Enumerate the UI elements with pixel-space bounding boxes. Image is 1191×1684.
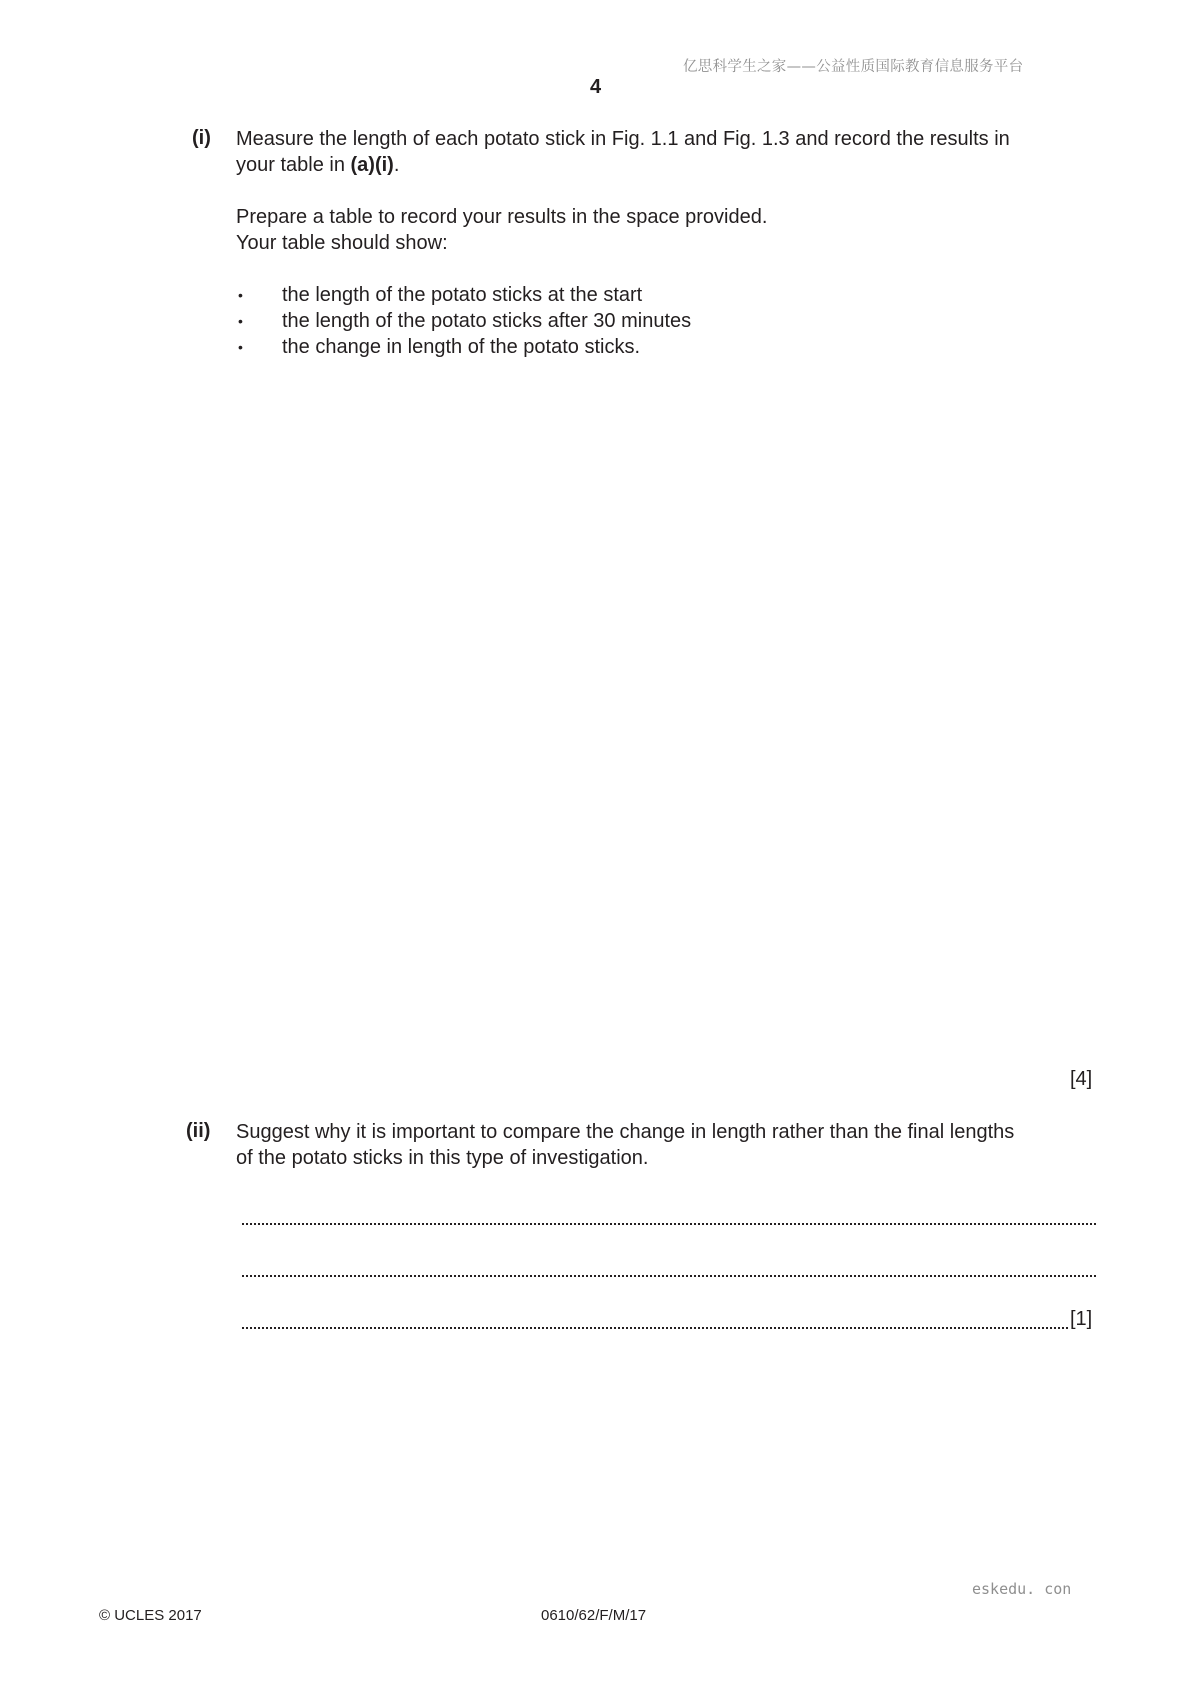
bullet-icon: • [238,313,243,329]
answer-line-3[interactable] [242,1307,1068,1329]
bullet-item-start-length: the length of the potato sticks at the start [282,284,643,306]
copyright-notice: © UCLES 2017 [99,1607,202,1624]
part-ii-marks: [1] [1070,1308,1093,1330]
part-i-marks: [4] [1070,1068,1093,1090]
part-ii-label: (ii) [186,1120,211,1142]
part-i-line2-prefix: your table in [236,154,351,176]
part-i-instruction-line1: Measure the length of each potato stick in Fig. 1.1 and Fig. 1.3 and record the results in [236,128,1010,150]
part-ii-question-line1: Suggest why it is important to compare the change in length rather than the final lengths [236,1121,1015,1143]
table-should-show: Your table should show: [236,232,448,254]
bullet-icon: • [238,339,243,355]
bullet-item-change-length: the change in length of the potato sticks. [282,336,641,358]
part-i-table-reference: (a)(i) [350,154,394,176]
paper-code: 0610/62/F/M/17 [541,1607,647,1624]
part-ii-question-line2: of the potato sticks in this type of investigation. [236,1147,649,1169]
answer-line-2[interactable] [242,1255,1096,1277]
bullet-item-final-length: the length of the potato sticks after 30 minutes [282,310,692,332]
prepare-table-instruction: Prepare a table to record your results in the space provided. [236,206,768,228]
page-number: 4 [589,76,602,98]
part-i-instruction-line2 [236,152,399,178]
part-i-label: (i) [192,127,211,149]
answer-line-1[interactable] [242,1203,1096,1225]
footer-watermark: eskedu. con [972,1580,1072,1598]
header-watermark: 亿思科学生之家——公益性质国际教育信息服务平台 [683,59,1024,75]
bullet-icon: • [238,287,243,303]
part-i-line2-suffix: . [393,154,400,176]
